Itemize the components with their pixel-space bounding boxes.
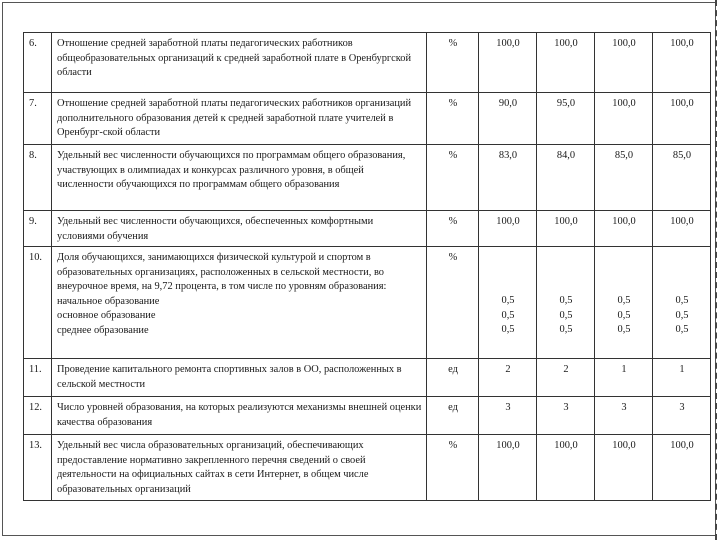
row-value: 100,0 — [537, 435, 595, 501]
row-value: 100,0 — [479, 435, 537, 501]
sub-value: 0,5 — [617, 324, 631, 335]
table-row — [24, 435, 711, 501]
row-value-group — [653, 247, 711, 359]
table-row — [24, 145, 711, 211]
row-description: Отношение средней заработной платы педагогических работников общеобразовательных организаций к средней заработной плате в Оренбургской области — [52, 33, 427, 93]
row-value: 3 — [537, 397, 595, 435]
table-row — [24, 33, 711, 93]
row-unit: % — [427, 145, 479, 211]
sub-value: 0,5 — [559, 295, 573, 306]
sub-value: 0,5 — [559, 324, 573, 335]
row-description: Проведение капитального ремонта спортивных залов в ОО, расположенных в сельской местности — [52, 359, 427, 397]
row-value: 100,0 — [537, 211, 595, 247]
row-value: 100,0 — [479, 211, 537, 247]
row-value: 100,0 — [537, 33, 595, 93]
sub-item: среднее образование — [57, 324, 149, 336]
row-value: 100,0 — [653, 211, 711, 247]
row-unit: % — [427, 211, 479, 247]
row-value: 100,0 — [595, 435, 653, 501]
row-value: 100,0 — [595, 33, 653, 93]
row-value: 90,0 — [479, 93, 537, 145]
row-number: 13. — [24, 435, 52, 501]
row-number: 10. — [24, 247, 52, 359]
sub-value: 0,5 — [501, 295, 515, 306]
row-value: 85,0 — [595, 145, 653, 211]
row-value: 1 — [595, 359, 653, 397]
row-unit: % — [427, 33, 479, 93]
row-value: 3 — [653, 397, 711, 435]
row-description: Отношение средней заработной платы педагогических работников организаций дополнительного образования детей к средней заработной плате учителей в Оренбург-ской области — [52, 93, 427, 145]
sub-value: 0,5 — [501, 309, 515, 321]
row-value: 2 — [479, 359, 537, 397]
table-row — [24, 211, 711, 247]
row-value: 84,0 — [537, 145, 595, 211]
row-value-group — [479, 247, 537, 359]
row-description — [52, 247, 427, 359]
row-value-group — [595, 247, 653, 359]
row-unit: % — [427, 247, 479, 359]
sub-item: начальное образование — [57, 295, 160, 307]
row-value: 100,0 — [595, 93, 653, 145]
row-unit: ед — [427, 359, 479, 397]
indicators-table — [23, 32, 711, 501]
row-value: 100,0 — [653, 93, 711, 145]
row-value: 100,0 — [653, 33, 711, 93]
row-value: 100,0 — [595, 211, 653, 247]
sub-value: 0,5 — [675, 295, 689, 306]
row-value-group — [537, 247, 595, 359]
row-description: Удельный вес численности обучающихся по программам общего образования, участвующих в олимпиадах и конкурсах различного уровня, в общей численности обучающихся по программам общего образования — [52, 145, 427, 211]
row-value: 85,0 — [653, 145, 711, 211]
row-number: 12. — [24, 397, 52, 435]
table-row — [24, 359, 711, 397]
table-row — [24, 93, 711, 145]
row-number: 6. — [24, 33, 52, 93]
sub-item: основное образование — [57, 310, 156, 321]
row-description: Удельный вес численности обучающихся, обеспеченных комфортными условиями обучения — [52, 211, 427, 247]
sub-value: 0,5 — [559, 309, 573, 321]
row-value: 83,0 — [479, 145, 537, 211]
sub-value: 0,5 — [617, 309, 631, 321]
row-number: 9. — [24, 211, 52, 247]
sub-value: 0,5 — [501, 324, 515, 335]
row-description: Число уровней образования, на которых реализуются механизмы внешней оценки качества образования — [52, 397, 427, 435]
row-unit: ед — [427, 397, 479, 435]
row-value: 100,0 — [653, 435, 711, 501]
row-value: 3 — [479, 397, 537, 435]
row-unit: % — [427, 435, 479, 501]
table-row — [24, 247, 711, 359]
sub-value: 0,5 — [675, 324, 689, 335]
row-number: 8. — [24, 145, 52, 211]
sub-value: 0,5 — [675, 309, 689, 321]
row-value: 95,0 — [537, 93, 595, 145]
row-number: 11. — [24, 359, 52, 397]
row-description: Удельный вес числа образовательных организаций, обеспечивающих предоставление нормативно закрепленного перечня сведений о своей деятельности на официальных сайтах в сети Интернет, в общем числе образовательных организаций — [52, 435, 427, 501]
sub-value: 0,5 — [617, 295, 631, 306]
row-value: 100,0 — [479, 33, 537, 93]
row-description-main: Доля обучающихся, занимающихся физической культурой и спортом в образовательных организациях, расположенных в сельской местности, во внеурочное время, на 9,72 процента, в том числе по уровням образования: — [57, 252, 387, 292]
page-edge-dashed — [715, 0, 717, 540]
row-value: 3 — [595, 397, 653, 435]
table-row — [24, 397, 711, 435]
row-number: 7. — [24, 93, 52, 145]
row-value: 2 — [537, 359, 595, 397]
row-unit: % — [427, 93, 479, 145]
row-value: 1 — [653, 359, 711, 397]
